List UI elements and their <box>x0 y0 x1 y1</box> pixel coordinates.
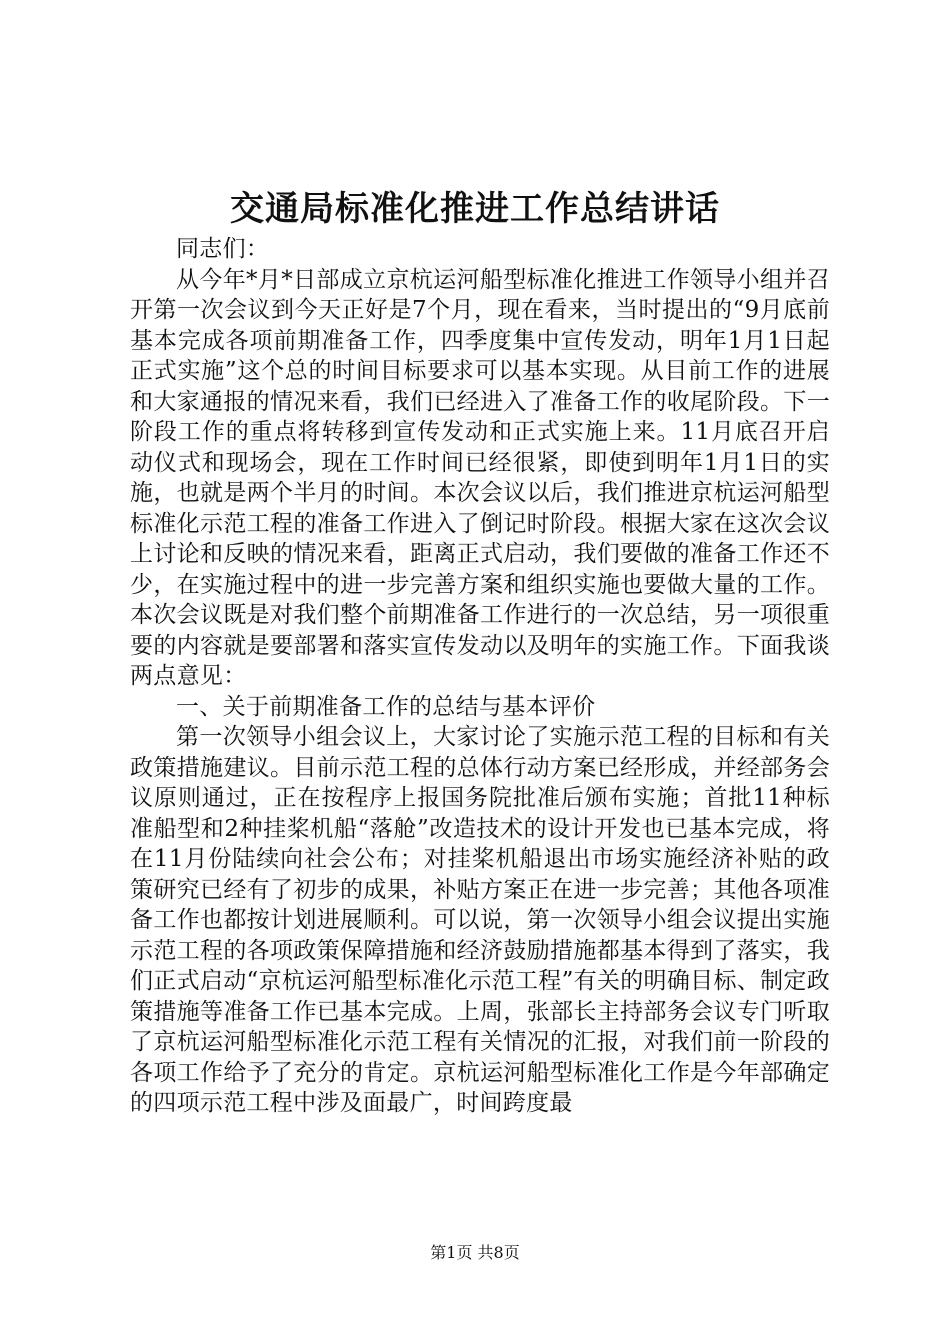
document-title: 交通局标准化推进工作总结讲话 <box>230 189 720 229</box>
document-body <box>130 234 830 1119</box>
salutation-paragraph: 同志们： <box>176 236 270 262</box>
page-footer: 第1页 共8页 <box>430 1243 520 1262</box>
section-heading: 一、关于前期准备工作的总结与基本评价 <box>176 693 596 720</box>
body-paragraph: 第一次领导小组会议上，大家讨论了实施示范工程的目标和有关政策措施建议。目前示范工程的总体行动方案已经形成，并经部务会议原则通过，正在按程序上报国务院批准后颁布实施；首批11种标准船型和2种挂桨机船“落舱”改造技术的设计开发也已基本完成，将在11月份陆续向社会公布；对挂桨机船退出市场实施经济补贴的政策研究已经有了初步的成果，补贴方案正在进一步完善；其他各项准备工作也都按计划进展顺利。可以说，第一次领导小组会议提出实施示范工程的各项政策保障措施和经济鼓励措施都基本得到了落实，我们正式启动“京杭运河船型标准化示范工程”有关的明确目标、制定政策措施等准备工作已基本完成。上周，张部长主持部务会议专门听取了京杭运河船型标准化示范工程有关情况的汇报，对我们前一阶段的各项工作给予了充分的肯定。京杭运河船型标准化工作是今年部确定的四项示范工程中涉及面最广，时间跨度最 <box>130 724 830 1116</box>
body-paragraph: 从今年*月*日部成立京杭运河船型标准化推进工作领导小组并召开第一次会议到今天正好是7个月，现在看来，当时提出的“9月底前基本完成各项前期准备工作，四季度集中宣传发动，明年1月1日起正式实施”这个总的时间目标要求可以基本实现。从目前工作的进展和大家通报的情况来看，我们已经进入了准备工作的收尾阶段。下一阶段工作的重点将转移到宣传发动和正式实施上来。11月底召开启动仪式和现场会，现在工作时间已经很紧，即使到明年1月1日的实施，也就是两个半月的时间。本次会议以后，我们推进京杭运河船型标准化示范工程的准备工作进入了倒记时阶段。根据大家在这次会议上讨论和反映的情况来看，距离正式启动，我们要做的准备工作还不少，在实施过程中的进一步完善方案和组织实施也要做大量的工作。本次会议既是对我们整个前期准备工作进行的一次总结，另一项很重要的内容就是要部署和落实宣传发动以及明年的实施工作。下面我谈两点意见： <box>130 266 830 689</box>
